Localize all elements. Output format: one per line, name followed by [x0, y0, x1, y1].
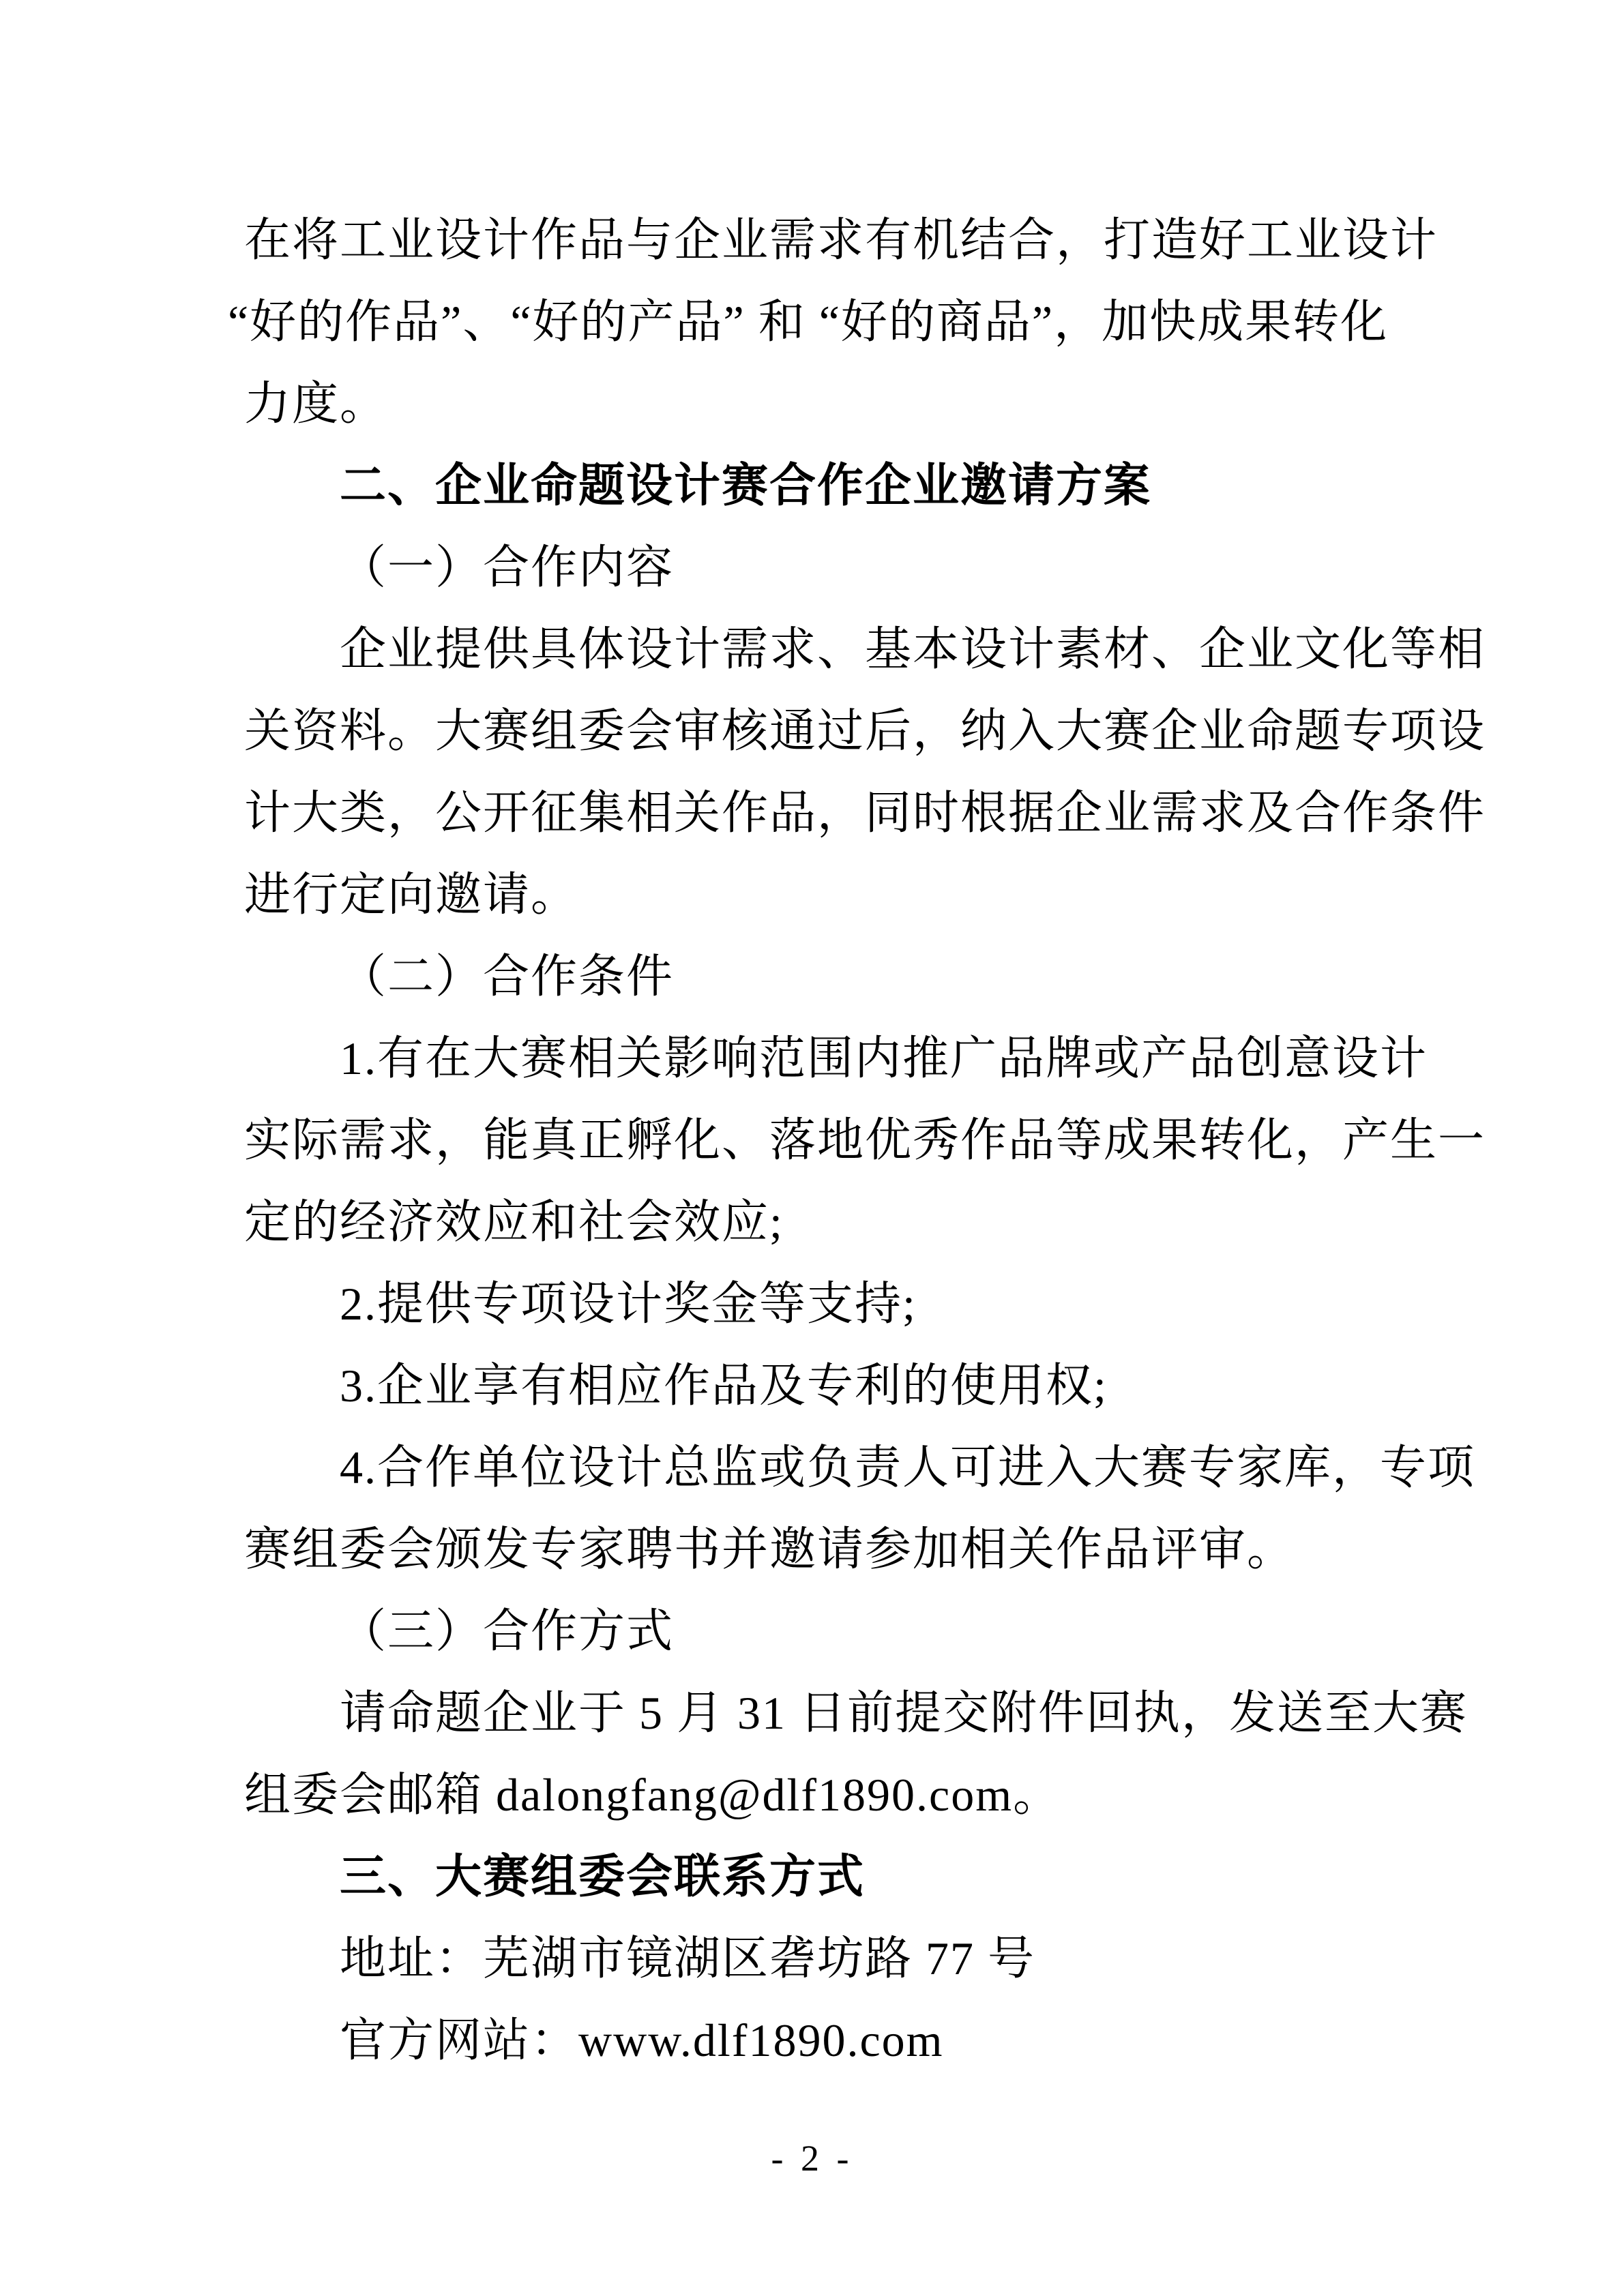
- paragraph-line: 关资料。大赛组委会审核通过后，纳入大赛企业命题专项设: [244, 705, 1486, 757]
- paragraph-line: 企业提供具体设计需求、基本设计素材、企业文化等相: [340, 623, 1486, 675]
- list-item-2: 2.提供专项设计奖金等支持;: [340, 1278, 917, 1330]
- paragraph-line: 定的经济效应和社会效应;: [244, 1196, 784, 1248]
- list-item-4: 4.合作单位设计总监或负责人可进入大赛专家库，专项: [340, 1442, 1476, 1493]
- website-line: 官方网站：www.dlf1890.com: [340, 2014, 944, 2066]
- paragraph-line: 计大类，公开征集相关作品，同时根据企业需求及合作条件: [244, 787, 1486, 839]
- paragraph-line: 进行定向邀请。: [244, 869, 579, 921]
- section-heading-3: 三、大赛组委会联系方式: [340, 1851, 866, 1903]
- paragraph-line: “好的作品”、“好的产品” 和 “好的商品”，加快成果转化: [228, 296, 1389, 348]
- paragraph-line: 在将工业设计作品与企业需求有机结合，打造好工业设计: [244, 214, 1438, 266]
- paragraph-line: 请命题企业于 5 月 31 日前提交附件回执，发送至大赛: [340, 1687, 1468, 1739]
- subsection-heading-cooperation-method: （三）合作方式: [340, 1605, 675, 1657]
- page-number: - 2 -: [771, 2138, 853, 2179]
- paragraph-line: 实际需求，能真正孵化、落地优秀作品等成果转化，产生一: [244, 1114, 1486, 1166]
- list-item-1: 1.有在大赛相关影响范围内推广品牌或产品创意设计: [340, 1032, 1428, 1084]
- list-item-3: 3.企业享有相应作品及专利的使用权;: [340, 1360, 1108, 1412]
- address-line: 地址：芜湖市镜湖区砻坊路 77 号: [340, 1933, 1036, 1984]
- subsection-heading-cooperation-conditions: （二）合作条件: [340, 951, 675, 1002]
- paragraph-line: 力度。: [244, 378, 388, 430]
- subsection-heading-cooperation-content: （一）合作内容: [340, 541, 675, 593]
- section-heading-2: 二、企业命题设计赛合作企业邀请方案: [340, 460, 1152, 511]
- email-line: 组委会邮箱 dalongfang@dlf1890.com。: [244, 1769, 1061, 1821]
- paragraph-line: 赛组委会颁发专家聘书并邀请参加相关作品评审。: [244, 1523, 1295, 1575]
